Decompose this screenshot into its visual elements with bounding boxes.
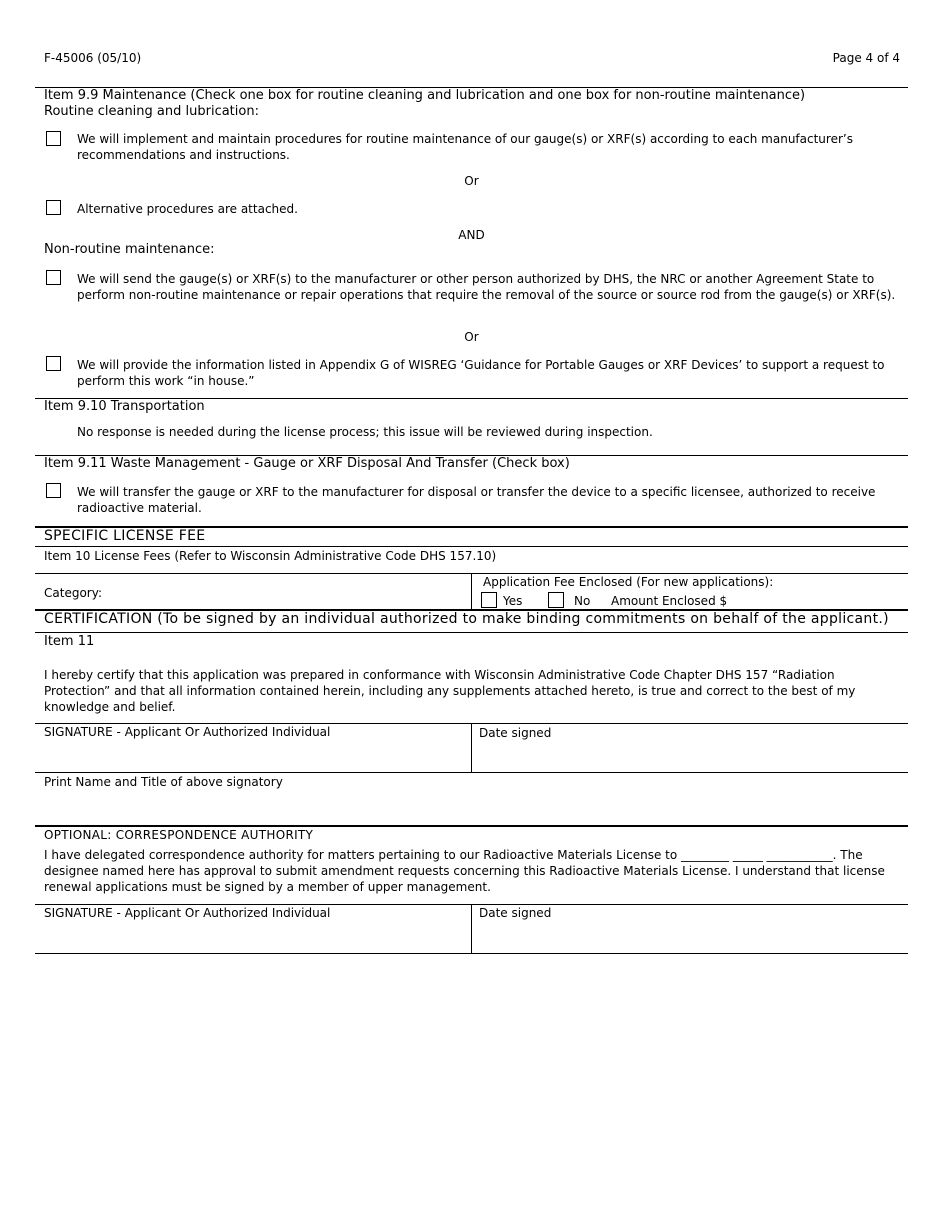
license-fee-section-title: SPECIFIC LICENSE FEE — [44, 528, 206, 544]
send-to-manufacturer-checkbox[interactable] — [46, 270, 61, 285]
correspondence-date-label: Date signed — [479, 906, 552, 920]
certification-section-title: CERTIFICATION (To be signed by an individual authorized to make binding commitments on behalf of the applicant.) — [44, 611, 889, 627]
signature-field[interactable] — [36, 742, 469, 770]
item-9-9-title: Item 9.9 Maintenance (Check one box for routine cleaning and lubrication and one box for non-routine maintenance) — [44, 88, 806, 103]
category-label: Category: — [44, 586, 102, 600]
divider — [35, 953, 908, 954]
nonroutine-heading: Non-routine maintenance: — [44, 242, 215, 257]
correspondence-date-field[interactable] — [473, 922, 906, 950]
item-10-title: Item 10 License Fees (Refer to Wisconsin Administrative Code DHS 157.10) — [44, 549, 497, 563]
correspondence-text: I have delegated correspondence authority for matters pertaining to our Radioactive Materials License to ________ _____ ___________. The designee named here has approval to submit amendment requests concerning this Radioactive Materials License. I understand that license renewal applications must be signed by a member of upper management. — [44, 848, 885, 894]
fee-no-checkbox[interactable] — [548, 592, 564, 608]
correspondence-signature-field[interactable] — [36, 922, 469, 950]
certification-text: I hereby certify that this application was prepared in conformance with Wisconsin Administrative Code Chapter DHS 157 “Radiation Protection” and that all information contained herein, including any supplements attached hereto, is true and correct to the best of my knowledge and belief. — [44, 668, 856, 714]
column-divider — [471, 904, 472, 953]
or-separator-1: Or — [464, 174, 479, 188]
divider — [35, 632, 908, 633]
routine-option-1-text: We will implement and maintain procedures for routine maintenance of our gauge(s) or XRF(s) according to each manufacturer’s recommendations and instructions. — [77, 132, 853, 162]
correspondence-section-title: OPTIONAL: CORRESPONDENCE AUTHORITY — [44, 828, 314, 842]
routine-option-2-text: Alternative procedures are attached. — [77, 202, 298, 216]
nonroutine-option-2-text: We will provide the information listed in Appendix G of WISREG ‘Guidance for Portable Gauges or XRF Devices’ to support a request to perform this work “in house.” — [77, 358, 885, 388]
waste-option-text: We will transfer the gauge or XRF to the manufacturer for disposal or transfer the device to a specific licensee, authorized to receive radioactive material. — [77, 485, 876, 515]
waste-transfer-checkbox[interactable] — [46, 483, 61, 498]
column-divider — [471, 723, 472, 772]
signature-label: SIGNATURE - Applicant Or Authorized Individual — [44, 725, 331, 739]
fee-enclosed-label: Application Fee Enclosed (For new applications): — [483, 575, 774, 589]
item-9-10-title: Item 9.10 Transportation — [44, 399, 205, 414]
print-name-label: Print Name and Title of above signatory — [44, 775, 283, 789]
alternative-procedures-checkbox[interactable] — [46, 200, 61, 215]
fee-yes-label: Yes — [503, 594, 523, 608]
divider — [35, 546, 908, 547]
print-name-field[interactable] — [36, 792, 906, 822]
correspondence-signature-label: SIGNATURE - Applicant Or Authorized Individual — [44, 906, 331, 920]
and-separator: AND — [458, 228, 485, 242]
date-signed-field[interactable] — [473, 742, 906, 770]
transportation-text: No response is needed during the license process; this issue will be reviewed during inspection. — [77, 425, 653, 439]
date-signed-label: Date signed — [479, 726, 552, 740]
amount-enclosed-label: Amount Enclosed $ — [611, 594, 728, 608]
fee-yes-checkbox[interactable] — [481, 592, 497, 608]
item-11-title: Item 11 — [44, 634, 95, 649]
amount-enclosed-input[interactable] — [742, 592, 902, 608]
in-house-checkbox[interactable] — [46, 356, 61, 371]
fee-no-label: No — [574, 594, 591, 608]
routine-heading: Routine cleaning and lubrication: — [44, 104, 259, 119]
form-number: F-45006 (05/10) — [44, 51, 142, 65]
divider — [35, 772, 908, 773]
item-9-11-title: Item 9.11 Waste Management - Gauge or XRF Disposal And Transfer (Check box) — [44, 456, 570, 471]
routine-procedures-checkbox[interactable] — [46, 131, 61, 146]
nonroutine-option-1-text: We will send the gauge(s) or XRF(s) to the manufacturer or other person authorized by DHS, the NRC or another Agreement State to perform non-routine maintenance or repair operations that require the removal of the source or source rod from the gauge(s) or XRF(s). — [77, 272, 896, 302]
page-number: Page 4 of 4 — [832, 51, 900, 65]
or-separator-2: Or — [464, 330, 479, 344]
